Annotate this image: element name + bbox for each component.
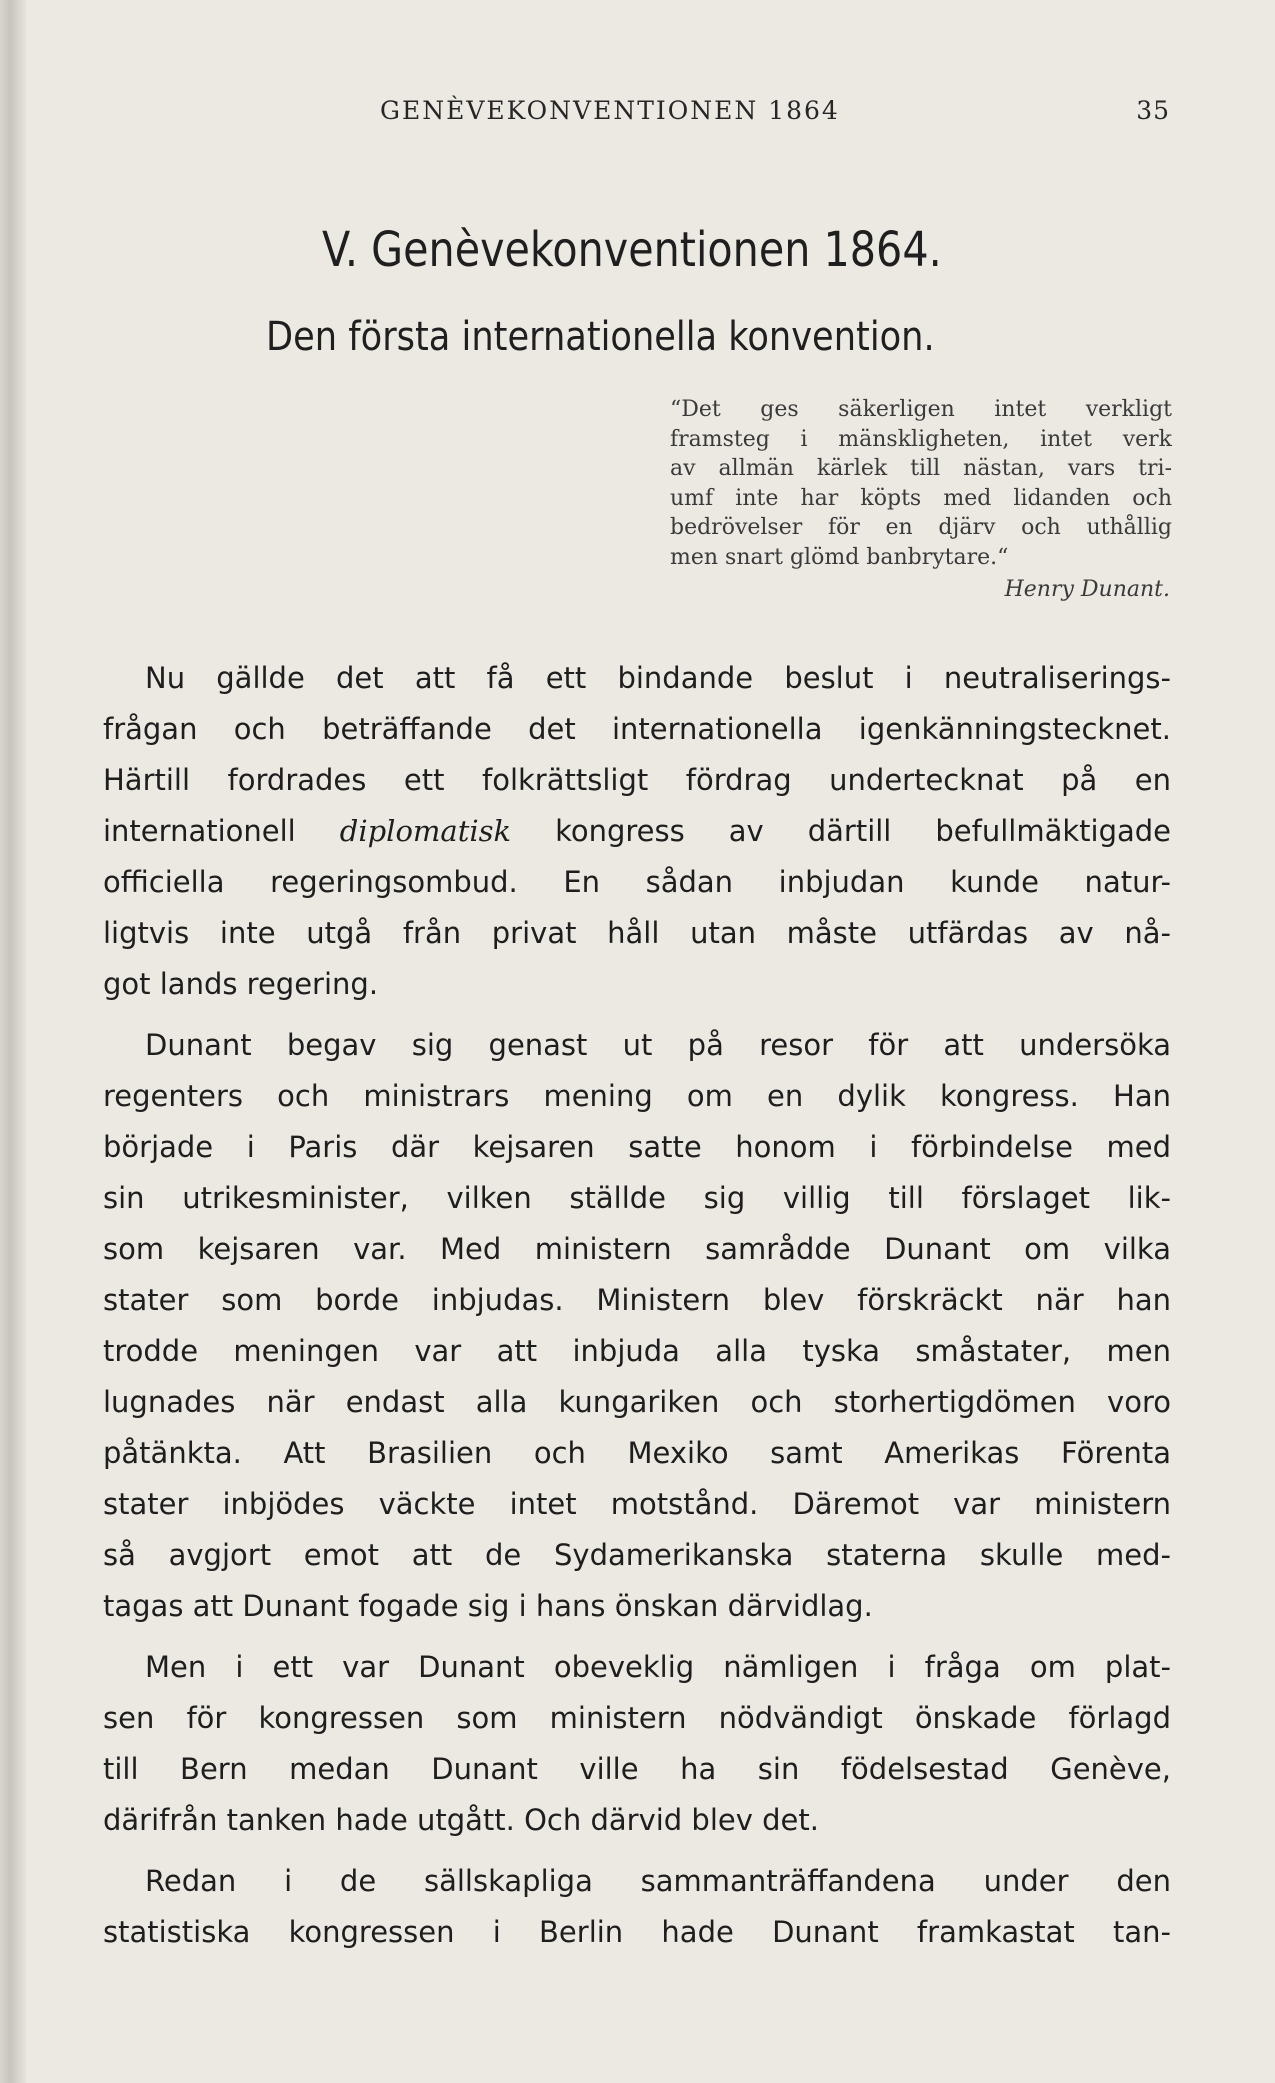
text-line: statistiska kongressen i Berlin hade Dunant framkastat tan- [103, 1915, 1171, 1949]
text-line: därifrån tanken hade utgått. Och därvid blev det. [103, 1803, 819, 1837]
epigraph-line: bedrövelser för en djärv och uthållig [670, 515, 1172, 540]
text-line: Härtill fordrades ett folkrättsligt fördrag undertecknat på en [103, 763, 1171, 797]
text-line: Nu gällde det att få ett bindande beslut i neutraliserings- [145, 661, 1171, 695]
running-head [380, 96, 1170, 136]
text-line: stater som borde inbjudas. Ministern blev förskräckt när han [103, 1283, 1171, 1317]
epigraph-line: men snart glömd banbrytare.“ [670, 544, 1009, 570]
book-spine-shadow [0, 0, 26, 2083]
text-line: sen för kongressen som ministern nödvändigt önskade förlagd [103, 1701, 1171, 1735]
running-head-title: GENÈVEKONVENTIONEN 1864 [380, 96, 840, 125]
epigraph-author: Henry Dunant. [1004, 577, 1170, 602]
epigraph-line: umf inte har köpts med lidanden och [670, 485, 1172, 511]
text-line [103, 806, 1171, 857]
body-text [103, 653, 1171, 1968]
chapter-title: V. Genèvekonventionen 1864. [322, 222, 942, 278]
page-number: 35 [1136, 96, 1170, 125]
text-line: sin utrikesminister, vilken ställde sig villig till förslaget lik- [103, 1181, 1171, 1215]
chapter-subtitle: Den första internationella konvention. [266, 314, 935, 360]
text-line: got lands regering. [103, 967, 379, 1001]
text-line: lugnades när endast alla kungariken och storhertigdömen voro [103, 1385, 1171, 1419]
text-line: till Bern medan Dunant ville ha sin födelsestad Genève, [103, 1752, 1171, 1786]
text-line: stater inbjödes väckte intet motstånd. Däremot var ministern [103, 1487, 1171, 1521]
text-line: trodde meningen var att inbjuda alla tyska småstater, men [103, 1334, 1171, 1368]
paragraph [103, 1020, 1171, 1632]
text-line: tagas att Dunant fogade sig i hans önskan därvidlag. [103, 1589, 873, 1623]
epigraph-line: “Det ges säkerligen intet verkligt [670, 397, 1172, 422]
epigraph-line: av allmän kärlek till nästan, vars tri- [670, 456, 1172, 481]
emphasis-word: diplomatisk [339, 814, 512, 848]
text-line: Dunant begav sig genast ut på resor för att undersöka [145, 1028, 1171, 1062]
epigraph [670, 395, 1172, 605]
text-line: så avgjort emot att de Sydamerikanska staterna skulle med- [103, 1538, 1171, 1572]
text-segment: internationell [103, 814, 296, 848]
text-line: började i Paris där kejsaren satte honom i förbindelse med [103, 1130, 1171, 1164]
text-line: som kejsaren var. Med ministern samrådde Dunant om vilka [103, 1232, 1171, 1266]
epigraph-line: framsteg i mänskligheten, intet verk [670, 426, 1172, 452]
paragraph [103, 653, 1171, 1010]
text-line: officiella regeringsombud. En sådan inbjudan kunde natur- [103, 865, 1171, 899]
paragraph [103, 1856, 1171, 1958]
text-line: regenters och ministrars mening om en dylik kongress. Han [103, 1079, 1171, 1113]
text-segment: kongress av därtill befullmäktigade [555, 814, 1172, 848]
text-line: Redan i de sällskapliga sammanträffandena under den [145, 1864, 1171, 1898]
paragraph [103, 1642, 1171, 1846]
text-line: frågan och beträffande det internationella igenkänningstecknet. [103, 712, 1171, 746]
text-line: Men i ett var Dunant obeveklig nämligen i fråga om plat- [145, 1650, 1171, 1684]
text-line: påtänkta. Att Brasilien och Mexiko samt Amerikas Förenta [103, 1436, 1171, 1470]
text-line: ligtvis inte utgå från privat håll utan måste utfärdas av nå- [103, 916, 1171, 950]
